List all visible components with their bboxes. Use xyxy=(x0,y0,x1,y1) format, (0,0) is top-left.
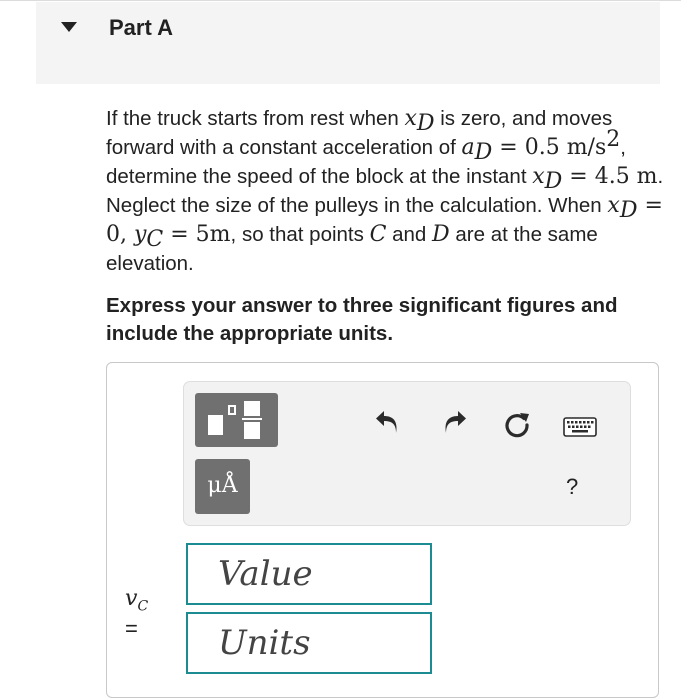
top-divider xyxy=(0,0,681,1)
keyboard-icon[interactable] xyxy=(563,417,597,437)
undo-icon[interactable] xyxy=(374,409,402,437)
part-title: Part A xyxy=(109,15,173,40)
collapse-caret-icon[interactable] xyxy=(61,22,77,32)
problem-statement: If the truck starts from rest when $x_D$ is zero, and moves forward with a constant acceleration of $a_D = 0.5$ $m/s^2$, determine the speed of the block at the instant $x_D = 4.5$ m. Neglect the size of the pulleys in the calculation. When $x_D = 0$, $y_C = 5m$, so that points C and D are at the same elevation. xyxy=(106,106,664,275)
units-button-label: μÅ xyxy=(207,473,238,498)
help-button[interactable]: ? xyxy=(566,474,579,499)
reset-icon[interactable] xyxy=(502,410,532,440)
value-input[interactable] xyxy=(186,543,432,605)
templates-button[interactable] xyxy=(195,393,278,447)
units-button[interactable] xyxy=(195,459,250,514)
answer-variable-label: $v_C$ xyxy=(125,586,149,615)
equals-sign: = xyxy=(125,616,138,641)
redo-icon[interactable] xyxy=(440,409,468,437)
units-input[interactable] xyxy=(186,612,432,674)
answer-instruction: Express your answer to three significant figures and include the appropriate units. xyxy=(106,294,618,345)
